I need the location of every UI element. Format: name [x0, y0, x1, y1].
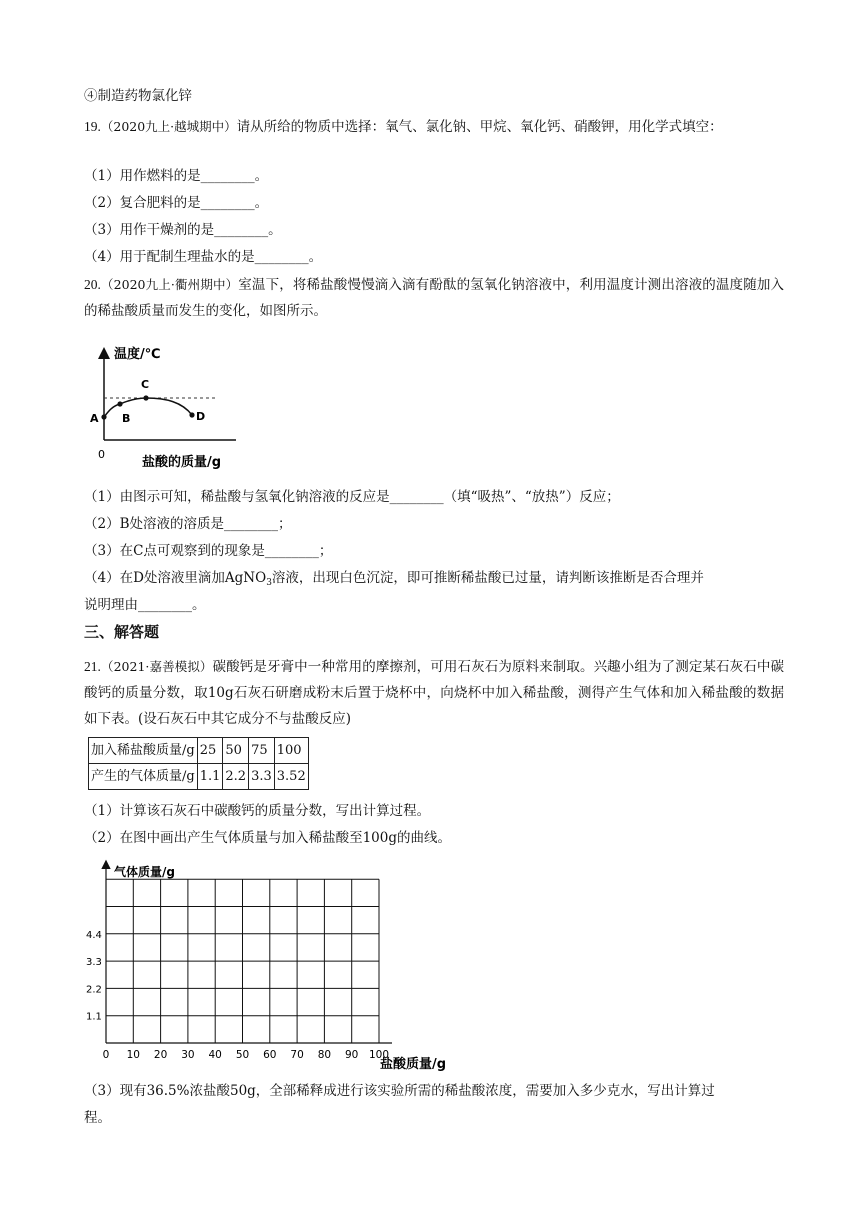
- table-cell: 3.3: [249, 764, 275, 790]
- row-header: 加入稀盐酸质量/g: [89, 738, 198, 764]
- table-cell: 1.1: [197, 764, 223, 790]
- question-19-part-3: （3）用作干燥剂的是________。: [84, 222, 282, 238]
- point-b: [117, 401, 122, 406]
- x-tick-label: 0: [102, 1049, 110, 1061]
- question-text: 气体和加入稀盐酸的数据如下表。(设石灰石中其它成分不与盐酸反应): [84, 685, 784, 727]
- question-20-part-4-continued: 说明理由________。: [84, 597, 206, 613]
- question-21-stem: [84, 654, 784, 732]
- point-a: [101, 414, 106, 419]
- row-header: 产生的气体质量/g: [89, 764, 198, 790]
- question-20-part-2: （2）B处溶液的溶质是________；: [84, 516, 292, 532]
- y-tick-label: 1.1: [86, 1011, 102, 1023]
- temperature-curve: [104, 398, 192, 417]
- x-tick-label: 40: [208, 1049, 222, 1061]
- gas-mass-grid-figure: [84, 858, 484, 1078]
- table-row: [89, 764, 309, 790]
- x-tick-label: 90: [345, 1049, 359, 1061]
- grid-lines: [106, 879, 379, 1043]
- question-text: 空：: [695, 119, 723, 135]
- table-row: [89, 738, 309, 764]
- x-tick-label: 100: [368, 1049, 390, 1061]
- question-19-part-1: （1）用作燃料的是________。: [84, 168, 269, 184]
- question-19-stem: [84, 114, 784, 140]
- table-cell: 50: [223, 738, 249, 764]
- question-text: 室温下，将稀盐酸慢慢滴入滴有酚酞的氢氧化钠溶液中，利用温度计测出溶液: [238, 277, 703, 293]
- x-tick-label: 10: [126, 1049, 140, 1061]
- question-text: 的温度随加入的稀盐酸质量而发生的变化，如图所示。: [84, 277, 784, 319]
- question-19-part-2: （2）复合肥料的是________。: [84, 195, 269, 211]
- question-21-part-3-continued: 程。: [84, 1110, 111, 1126]
- question-text: 请从所给的物质中选择：氧气、氯化钠、甲烷、氧化钙、硝酸钾，用化学式填: [236, 119, 696, 135]
- table-cell: 25: [197, 738, 223, 764]
- label-b: B: [122, 412, 131, 425]
- y-axis-label: 温度/℃: [114, 347, 161, 362]
- table-cell: 75: [249, 738, 275, 764]
- data-table: [88, 737, 309, 790]
- question-20-part-1: （1）由图示可知，稀盐酸与氢氧化钠溶液的反应是________（填“吸热”、“放热”）反应；: [84, 489, 620, 505]
- question-number: 19.: [84, 119, 101, 134]
- label-c: C: [141, 378, 150, 391]
- x-axis-label: 盐酸质量/g: [380, 1057, 447, 1072]
- x-tick-label: 60: [263, 1049, 277, 1061]
- question-source: （2021·嘉善模拟）: [100, 659, 213, 674]
- point-c: [143, 395, 148, 400]
- item-4-zinc-chloride: ④制造药物氯化锌: [84, 88, 192, 104]
- x-tick-labels: [103, 1049, 389, 1061]
- question-20-stem: [84, 272, 784, 324]
- y-tick-label: 3.3: [86, 957, 102, 969]
- x-tick-label: 70: [290, 1049, 304, 1061]
- section-heading: 三、解答题: [84, 623, 160, 641]
- question-source: （2020九上·衢州期中）: [100, 277, 239, 292]
- x-tick-label: 80: [317, 1049, 332, 1061]
- question-21-part-3: （3）现有36.5%浓盐酸50g，全部稀释成进行该实验所需的稀盐酸浓度，需要加入多少克水，写出计算过: [84, 1083, 715, 1099]
- question-text: 某石灰石中碳酸钙的质量分数，取10g石灰石研磨成粉末后置于烧杯中，向烧杯中加入稀盐酸，测得产生: [84, 659, 784, 701]
- x-tick-label: 50: [235, 1049, 250, 1061]
- table-cell: 2.2: [223, 764, 249, 790]
- y-axis-label: 气体质量/g: [114, 865, 175, 879]
- y-tick-label: 2.2: [86, 984, 102, 996]
- x-axis-label: 盐酸的质量/g: [142, 455, 222, 470]
- question-21-part-1: （1）计算该石灰石中碳酸钙的质量分数，写出计算过程。: [84, 803, 431, 819]
- y-tick-label: 4.4: [86, 929, 102, 941]
- temperature-curve-figure: [86, 340, 256, 475]
- question-21-part-2: （2）在图中画出产生气体质量与加入稀盐酸至100g的曲线。: [84, 830, 451, 846]
- question-text: 溶液，出现白色沉淀，即可推断稀盐酸已过量，请判断该推断是否合理并: [271, 570, 704, 586]
- label-d: D: [196, 410, 206, 423]
- question-source: （2020九上·越城期中）: [100, 119, 237, 134]
- question-number: 20.: [84, 277, 101, 292]
- question-text: （4）在D处溶液里滴加AgNO: [84, 570, 267, 586]
- x-tick-label: 30: [181, 1049, 195, 1061]
- table-cell: 3.52: [274, 764, 308, 790]
- point-d: [189, 412, 194, 417]
- question-number: 21.: [84, 659, 101, 674]
- question-20-part-3: （3）在C点可观察到的现象是________；: [84, 543, 333, 559]
- question-19-part-4: （4）用于配制生理盐水的是________。: [84, 249, 323, 265]
- y-tick-labels: [86, 930, 102, 1023]
- x-tick-label: 20: [153, 1049, 168, 1061]
- question-20-part-4: [84, 568, 704, 588]
- origin-label: 0: [98, 448, 105, 461]
- label-a: A: [90, 412, 99, 425]
- question-text: 碳酸钙是牙膏中一种常用的摩擦剂，可用石灰石为原料来制取。兴趣小组为了测定: [212, 659, 703, 675]
- table-cell: 100: [274, 738, 308, 764]
- subscript-3: 3: [266, 578, 272, 588]
